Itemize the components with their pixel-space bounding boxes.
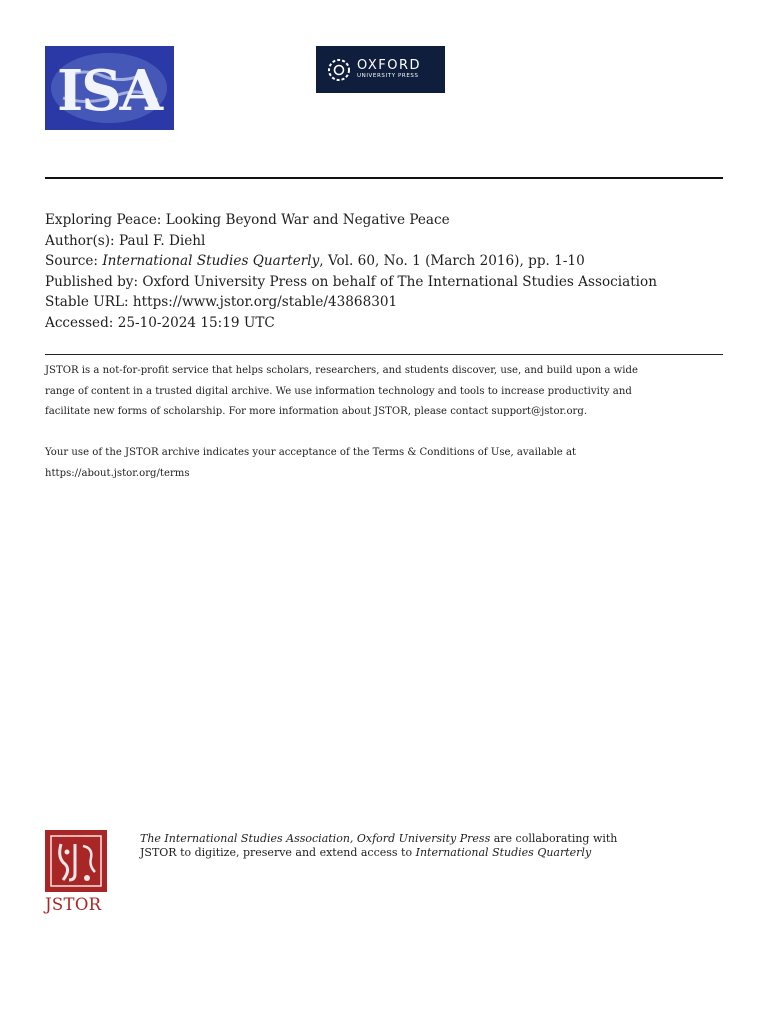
isa-logo [45, 46, 174, 130]
terms-line: Your use of the JSTOR archive indicates your acceptance of the Terms & Conditions of Use, available at [45, 447, 577, 458]
jstor-logo [45, 830, 108, 914]
collaboration-note [140, 832, 740, 859]
isa-logo-text: ISA [56, 58, 162, 124]
collab-line-2: JSTOR to digitize, preserve and extend access to International Studies Quarterly [140, 845, 592, 859]
oxford-logo [316, 46, 445, 93]
journal-title: International Studies Quarterly [102, 253, 320, 270]
notice-line: range of content in a trusted digital archive. We use information technology and tools to increase productivity and [45, 385, 632, 397]
oxford-wordmark: OXFORD [357, 58, 422, 74]
jstor-emblem-icon [45, 830, 107, 892]
accessed-line: Accessed: 25-10-2024 15:19 UTC [45, 314, 275, 331]
collab-line-1: The International Studies Association, Oxford University Press are collaborating with [140, 832, 618, 845]
terms-url-line[interactable]: https://about.jstor.org/terms [45, 467, 190, 479]
oxford-emblem-icon [327, 58, 351, 82]
section-divider [45, 354, 723, 355]
oxford-subtitle: UNIVERSITY PRESS [357, 73, 419, 80]
author-name: Paul F. Diehl [118, 232, 206, 249]
jstor-wordmark: JSTOR [45, 895, 102, 914]
collab-journal-title: International Studies Quarterly [415, 845, 592, 859]
stable-url-line[interactable]: Stable URL: https://www.jstor.org/stable/43868301 [45, 294, 398, 311]
publisher-names: The International Studies Association, Oxford University Press [140, 832, 491, 845]
authors-line: Author(s): Paul F. Diehl [45, 232, 206, 249]
source-line: Source: International Studies Quarterly, Vol. 60, No. 1 (March 2016), pp. 1-10 [45, 253, 585, 270]
jstor-notice [45, 361, 735, 484]
notice-line: JSTOR is a not-for-profit service that helps scholars, researchers, and students discover, use, and build upon a wide [45, 365, 638, 376]
citation-metadata [45, 210, 735, 334]
publisher-line: Published by: Oxford University Press on behalf of The International Studies Association [45, 273, 657, 290]
top-divider [45, 177, 723, 179]
article-title: Exploring Peace: Looking Beyond War and Negative Peace [45, 212, 450, 228]
notice-line: facilitate new forms of scholarship. For more information about JSTOR, please contact support@jstor.org. [45, 406, 588, 417]
